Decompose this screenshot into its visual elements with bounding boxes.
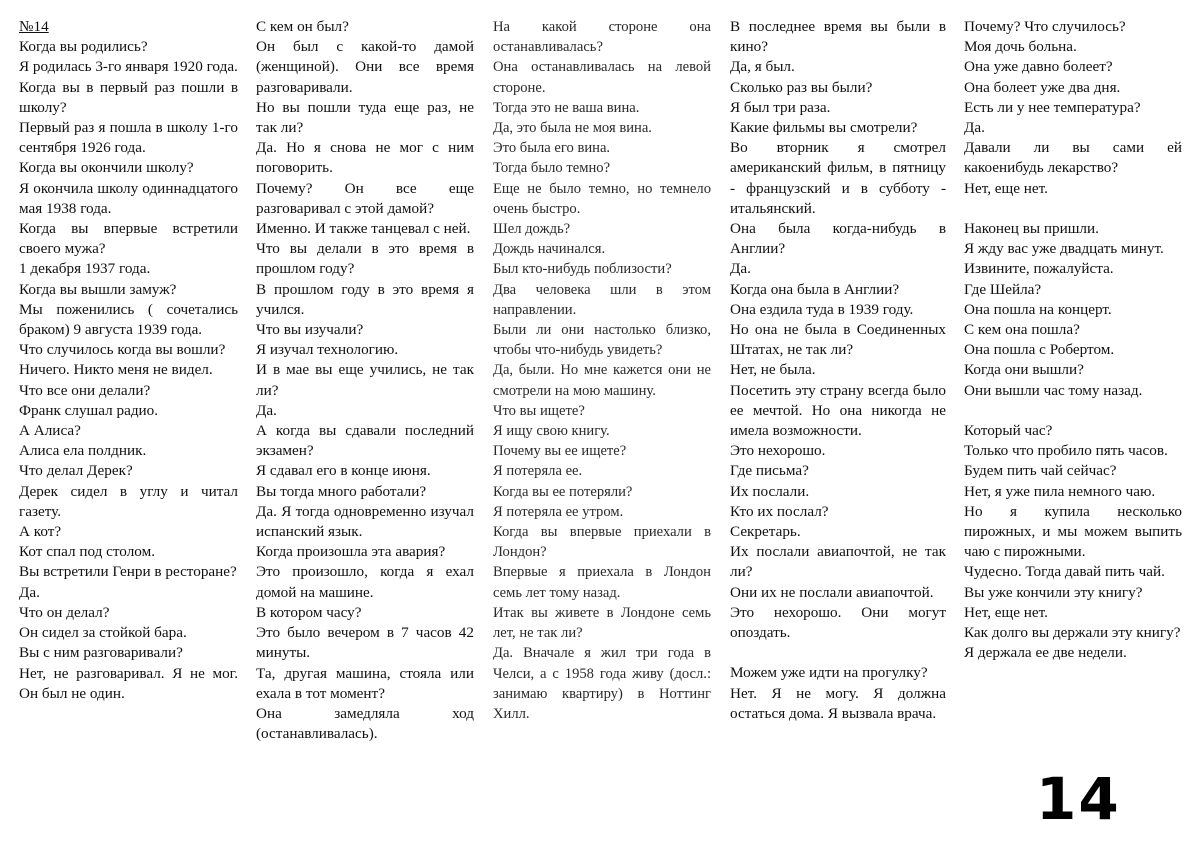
paragraph-spacer — [730, 643, 946, 663]
dialogue-line: Еще не было темно, но темнело очень быстро. — [493, 180, 711, 217]
dialogue-line: Да. — [730, 260, 751, 278]
dialogue-line: В последнее время вы были в кино? — [730, 18, 946, 56]
dialogue-line: Они вышли час тому назад. — [964, 381, 1143, 399]
dialogue-line: А кот? — [19, 523, 62, 541]
dialogue-line: 1 декабря 1937 года. — [19, 260, 151, 278]
dialogue-line: Давали ли вы сами ей какоенибудь лекарство? — [964, 139, 1182, 177]
dialogue-line: Он сидел за стойкой бара. — [19, 624, 187, 642]
dialogue-line: Я родилась 3-го января 1920 года. — [19, 58, 238, 76]
dialogue-line: Я потеряла ее. — [493, 463, 583, 480]
dialogue-line: Два человека шли в этом направлении. — [493, 281, 711, 318]
dialogue-line: Вы уже кончили эту книгу? — [964, 583, 1143, 601]
dialogue-line: Да. — [964, 119, 985, 137]
dialogue-line: Кот спал под столом. — [19, 543, 155, 561]
dialogue-line: В прошлом году в это время я учился. — [256, 280, 474, 318]
dialogue-line: Он был с какой-то дамой (женщиной). Они все время разговаривали. — [256, 38, 474, 96]
dialogue-line: Секретарь. — [730, 523, 801, 541]
dialogue-line: Я ищу свою книгу. — [493, 423, 610, 440]
dialogue-line: Нет, еще нет. — [964, 603, 1048, 621]
dialogue-line: Где Шейла? — [964, 280, 1042, 298]
dialogue-line: Я держала ее две недели. — [964, 644, 1127, 662]
dialogue-line: И в мае вы еще учились, не так ли? — [256, 361, 474, 399]
dialogue-line: Да, я был. — [730, 58, 795, 76]
dialogue-line: Шел дождь? — [493, 221, 571, 238]
dialogue-line: Когда произошла эта авария? — [256, 543, 446, 561]
dialogue-line: Именно. И также танцевал с ней. — [256, 220, 471, 238]
dialogue-line: Почему? Он все еще разговаривал с этой дамой? — [256, 179, 474, 217]
dialogue-line: Вы тогда много работали? — [256, 482, 427, 500]
dialogue-line: Чудесно. Тогда давай пить чай. — [964, 563, 1165, 581]
paragraph-spacer — [964, 199, 1182, 219]
dialogue-line: Будем пить чай сейчас? — [964, 462, 1117, 480]
paragraph-spacer — [964, 401, 1182, 421]
dialogue-line: Я жду вас уже двадцать минут. — [964, 240, 1164, 258]
lesson-title: №14 — [19, 18, 49, 35]
dialogue-line: Тогда это не ваша вина. — [493, 99, 640, 116]
dialogue-line: Только что пробило пять часов. — [964, 442, 1168, 460]
text-column-3 — [493, 17, 711, 724]
dialogue-line: Я сдавал его в конце июня. — [256, 462, 431, 480]
dialogue-line: Можем уже идти на прогулку? — [730, 664, 928, 682]
dialogue-line: Я потеряла ее утром. — [493, 503, 624, 520]
dialogue-line: Почему вы ее ищете? — [493, 443, 627, 460]
dialogue-line: Где письма? — [730, 462, 809, 480]
dialogue-line: Алиса ела полдник. — [19, 442, 147, 460]
dialogue-line: Во вторник я смотрел американский фильм, в пятницу - французский и в субботу - итальянский. — [730, 139, 946, 217]
dialogue-line: Я окончила школу одиннадцатого мая 1938 года. — [19, 179, 238, 217]
dialogue-line: Она пошла на концерт. — [964, 300, 1112, 318]
dialogue-line: Они их не послали авиапочтой. — [730, 583, 934, 601]
dialogue-line: Был кто-нибудь поблизости? — [493, 261, 672, 278]
dialogue-line: С кем она пошла? — [964, 321, 1080, 339]
dialogue-line: Их послали авиапочтой, не так ли? — [730, 543, 946, 581]
dialogue-line: Да. Я тогда одновременно изучал испанский язык. — [256, 502, 474, 541]
dialogue-line: Это произошло, когда я ехал домой на машине. — [256, 563, 474, 601]
dialogue-line: Это нехорошо. — [730, 442, 826, 460]
dialogue-line: Когда вы ее потеряли? — [493, 483, 633, 500]
text-column-1 — [19, 17, 238, 704]
dialogue-line: Это нехорошо. Они могут опоздать. — [730, 603, 946, 642]
dialogue-line: Она уже давно болеет? — [964, 58, 1113, 76]
dialogue-line: Что он делал? — [19, 603, 110, 621]
dialogue-line: Да, были. Но мне кажется они не смотрели на мою машину. — [493, 362, 711, 399]
dialogue-line: Первый раз я пошла в школу 1-го сентября 1926 года. — [19, 119, 238, 157]
dialogue-line: Но вы пошли туда еще раз, не так ли? — [256, 98, 474, 137]
dialogue-line: Когда они вышли? — [964, 361, 1084, 379]
dialogue-line: Но она не была в Соединенных Штатах, не так ли? — [730, 321, 946, 359]
dialogue-line: Когда вы в первый раз пошли в школу? — [19, 78, 238, 116]
dialogue-line: А когда вы сдавали последний экзамен? — [256, 422, 474, 460]
dialogue-line: Она останавливалась на левой стороне. — [493, 59, 711, 96]
dialogue-line: Какие фильмы вы смотрели? — [730, 119, 918, 137]
dialogue-line: Да. Вначале я жил три года в Челси, а с 1958 года живу (досл.: занимаю квартиру) в Ноттинг Хилл. — [493, 645, 711, 722]
dialogue-line: Были ли они настолько близко, чтобы что-нибудь увидеть? — [493, 322, 711, 359]
dialogue-line: Что вы изучали? — [256, 321, 364, 339]
dialogue-line: Да. Но я снова не мог с ним поговорить. — [256, 139, 474, 177]
dialogue-line: Что вы ищете? — [493, 402, 585, 419]
dialogue-line: Почему? Что случилось? — [964, 18, 1126, 35]
dialogue-line: Нет. Я не могу. Я должна остаться дома. Я вызвала врача. — [730, 684, 946, 722]
dialogue-line: Вы встретили Генри в ресторане? — [19, 563, 237, 581]
dialogue-line: Ничего. Никто меня не видел. — [19, 361, 213, 379]
dialogue-line: Что все они делали? — [19, 381, 151, 399]
text-column-2 — [256, 17, 474, 744]
dialogue-line: Она пошла с Робертом. — [964, 341, 1115, 359]
dialogue-line: Нет, не разговаривал. Я не мог. Он был не один. — [19, 664, 238, 702]
dialogue-line: Как долго вы держали эту книгу? — [964, 624, 1181, 642]
dialogue-line: Итак вы живете в Лондоне семь лет, не так ли? — [493, 604, 711, 642]
dialogue-line: Нет, еще нет. — [964, 179, 1048, 197]
dialogue-line: Посетить эту страну всегда было ее мечтой. Но она никогда не имела возможности. — [730, 381, 946, 440]
dialogue-line: Что вы делали в это время в прошлом году? — [256, 240, 474, 278]
dialogue-line: Когда вы окончили школу? — [19, 159, 194, 177]
dialogue-line: Тогда было темно? — [493, 160, 611, 177]
dialogue-line: Их послали. — [730, 482, 810, 500]
dialogue-line: Когда вы родились? — [19, 38, 148, 56]
dialogue-line: Мы поженились ( сочетались браком) 9 августа 1939 года. — [19, 300, 238, 339]
dialogue-line: Нет, я уже пила немного чаю. — [964, 482, 1156, 500]
dialogue-line: Да. — [256, 401, 277, 419]
text-column-4 — [730, 17, 946, 724]
dialogue-line: Она ездила туда в 1939 году. — [730, 300, 914, 318]
dialogue-line: Да, это была не моя вина. — [493, 120, 652, 137]
page-number: 14 — [1036, 765, 1121, 833]
dialogue-line: Да. — [19, 583, 40, 601]
text-column-5 — [964, 17, 1182, 663]
dialogue-line: Дерек сидел в углу и читал газету. — [19, 482, 238, 520]
dialogue-line: Моя дочь больна. — [964, 38, 1077, 56]
dialogue-line: Дождь начинался. — [493, 241, 606, 258]
dialogue-line: Впервые я приехала в Лондон семь лет тому назад. — [493, 564, 711, 601]
dialogue-line: Извините, пожалуйста. — [964, 260, 1114, 278]
dialogue-line: Вы с ним разговаривали? — [19, 644, 183, 662]
dialogue-line: На какой стороне она останавливалась? — [493, 19, 711, 56]
dialogue-line: Что случилось когда вы вошли? — [19, 341, 226, 359]
dialogue-line: Я был три раза. — [730, 98, 831, 116]
dialogue-line: Что делал Дерек? — [19, 462, 133, 480]
dialogue-line: Я изучал технологию. — [256, 341, 399, 359]
dialogue-line: Когда вы впервые приехали в Лондон? — [493, 524, 711, 561]
dialogue-line: Когда она была в Англии? — [730, 280, 900, 298]
dialogue-line: Она была когда-нибудь в Англии? — [730, 220, 946, 258]
dialogue-line: Когда вы вышли замуж? — [19, 280, 177, 298]
dialogue-line: Та, другая машина, стояла или ехала в тот момент? — [256, 664, 474, 702]
dialogue-line: Но я купила несколько пирожных, и мы можем выпить чаю с пирожными. — [964, 502, 1182, 561]
dialogue-line: В котором часу? — [256, 603, 362, 621]
dialogue-line: Она замедляла ход (останавливалась). — [256, 704, 474, 743]
dialogue-line: Когда вы впервые встретили своего мужа? — [19, 220, 238, 258]
dialogue-line: А Алиса? — [19, 422, 81, 440]
dialogue-line: Сколько раз вы были? — [730, 78, 873, 96]
dialogue-line: Нет, не была. — [730, 361, 816, 379]
dialogue-line: Есть ли у нее температура? — [964, 98, 1141, 116]
dialogue-line: Франк слушал радио. — [19, 401, 159, 419]
dialogue-line: Кто их послал? — [730, 502, 829, 520]
dialogue-line: Наконец вы пришли. — [964, 220, 1099, 238]
dialogue-line: Это была его вина. — [493, 140, 611, 157]
dialogue-line: С кем он был? — [256, 18, 349, 35]
dialogue-line: Это было вечером в 7 часов 42 минуты. — [256, 624, 474, 662]
dialogue-line: Который час? — [964, 422, 1053, 440]
dialogue-line: Она болеет уже два дня. — [964, 78, 1121, 96]
